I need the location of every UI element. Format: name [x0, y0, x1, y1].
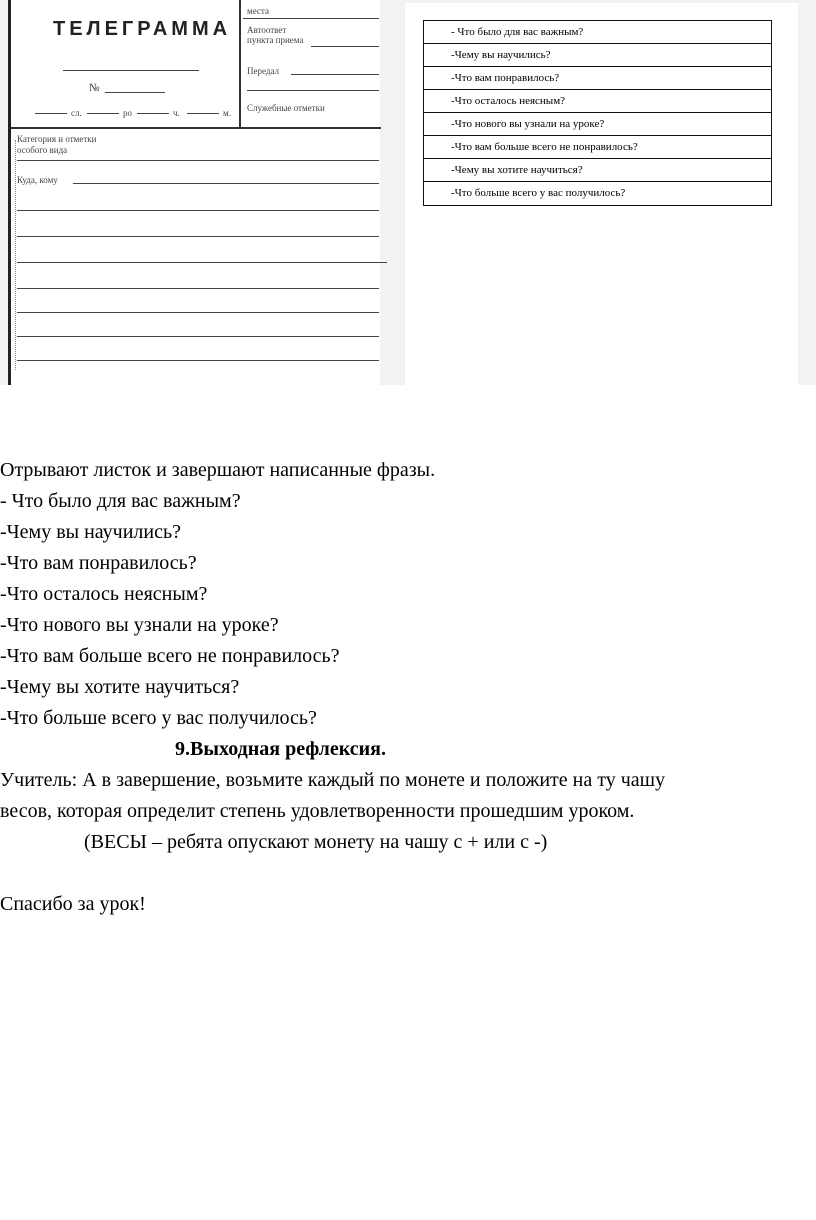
form-line — [17, 160, 379, 161]
illustration-strip — [0, 0, 816, 385]
form-line — [17, 336, 379, 337]
form-line — [35, 113, 67, 114]
table-row: -Что вам больше всего не понравилось? — [424, 136, 771, 159]
form-line — [63, 70, 199, 71]
form-separator — [11, 127, 381, 129]
date-m: м. — [223, 108, 231, 118]
form-line — [243, 18, 379, 19]
form-line — [137, 113, 169, 114]
number-sign: № — [89, 82, 100, 94]
form-line — [105, 92, 165, 93]
form-line — [311, 46, 379, 47]
teacher-text-line: Учитель: А в завершение, возьмите каждый по монете и положите на ту чашу — [0, 769, 666, 791]
form-line — [17, 288, 379, 289]
field-mesta: места — [247, 6, 269, 16]
form-line — [17, 210, 379, 211]
form-line — [291, 74, 379, 75]
list-item: - Что было для вас важным? — [0, 490, 241, 512]
form-line — [17, 262, 387, 263]
form-edge-marks — [15, 140, 18, 370]
field-kuda: Куда, кому — [17, 175, 58, 185]
form-line — [247, 90, 379, 91]
form-line — [17, 360, 379, 361]
field-peredal: Передал — [247, 66, 280, 76]
date-sl: сл. — [71, 108, 82, 118]
table-row: -Что осталось неясным? — [424, 90, 771, 113]
closing-text: Спасибо за урок! — [0, 893, 146, 915]
teacher-text-line: весов, которая определит степень удовлетворенности прошедшим уроком. — [0, 800, 635, 822]
form-line — [87, 113, 119, 114]
table-row: -Что нового вы узнали на уроке? — [424, 113, 771, 136]
table-row: -Чему вы хотите научиться? — [424, 159, 771, 182]
intro-text: Отрывают листок и завершают написанные фразы. — [0, 459, 436, 481]
list-item: -Чему вы научились? — [0, 521, 181, 543]
section-heading: 9.Выходная рефлексия. — [175, 738, 387, 760]
date-ro: ро — [123, 108, 132, 118]
document-body — [0, 455, 816, 920]
table-row: -Что больше всего у вас получилось? — [451, 187, 626, 199]
form-line — [17, 236, 379, 237]
date-ch: ч. — [173, 108, 180, 118]
field-punkta: пункта приема — [247, 35, 304, 45]
list-item: -Что нового вы узнали на уроке? — [0, 614, 279, 636]
blank-line — [0, 858, 816, 889]
form-line — [17, 312, 379, 313]
telegram-title: ТЕЛЕГРАММА — [53, 18, 232, 40]
table-row: -Что вам понравилось? — [424, 67, 771, 90]
questions-card-image — [405, 3, 798, 385]
scales-note: (ВЕСЫ – ребята опускают монету на чашу с + или с -) — [84, 831, 548, 853]
form-line — [187, 113, 219, 114]
list-item: -Что больше всего у вас получилось? — [0, 707, 317, 729]
list-item: -Что вам понравилось? — [0, 552, 197, 574]
list-item: -Чему вы хотите научиться? — [0, 676, 240, 698]
field-osobogo: особого вида — [17, 145, 68, 155]
field-sluzhebnye: Служебные отметки — [247, 103, 325, 113]
list-item: -Что осталось неясным? — [0, 583, 208, 605]
telegram-form-image — [8, 0, 380, 385]
table-row: -Чему вы научились? — [424, 44, 771, 67]
field-kategoriya: Категория и отметки — [17, 134, 97, 144]
form-divider — [239, 0, 241, 128]
field-avtootvet: Автоответ — [247, 25, 287, 35]
table-row: - Что было для вас важным? — [424, 21, 771, 44]
list-item: -Что вам больше всего не понравилось? — [0, 645, 340, 667]
questions-table — [423, 20, 772, 206]
form-line — [73, 183, 379, 184]
